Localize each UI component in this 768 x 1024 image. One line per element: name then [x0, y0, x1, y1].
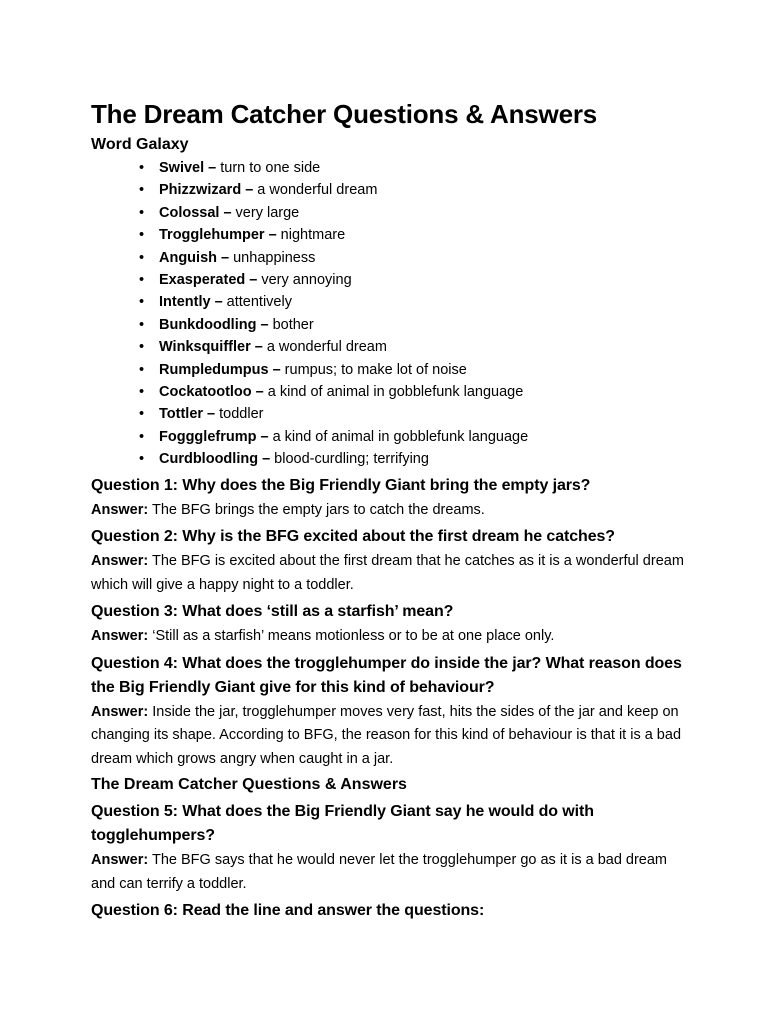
list-item	[139, 269, 691, 291]
list-item	[139, 314, 691, 336]
question-1: Question 1: Why does the Big Friendly Giant bring the empty jars?	[91, 476, 591, 494]
answer-text: The BFG says that he would never let the trogglehumper go as it is a bad dream and can terrify a toddler.	[91, 852, 668, 892]
vocab-term: Colossal –	[159, 204, 232, 221]
bullet-icon: •	[139, 204, 145, 221]
answer-label: Answer:	[91, 703, 149, 720]
list-item	[139, 381, 691, 403]
vocab-term: Curdbloodling –	[159, 451, 271, 468]
answer-text: The BFG is excited about the first dream that he catches as it is a wonderful dream which will give a happy night to a toddler.	[91, 553, 684, 593]
question-5: Question 5: What does the Big Friendly Giant say he would do with togglehumpers?	[91, 803, 594, 845]
vocab-term: Bunkdoodling –	[159, 316, 269, 333]
answer-text: Inside the jar, trogglehumper moves very fast, hits the sides of the jar and keep on changing its shape. According to BFG, the reason for this kind of behaviour is that it is a bad dream which grows angry when caught in a jar.	[91, 703, 682, 767]
vocab-meaning: attentively	[222, 294, 292, 311]
list-item	[139, 224, 691, 246]
bullet-icon: •	[139, 361, 145, 378]
vocab-meaning: very annoying	[257, 272, 352, 289]
list-item	[139, 336, 691, 358]
vocab-meaning: a kind of animal in gobblefunk language	[263, 384, 524, 401]
list-item	[139, 291, 691, 313]
bullet-icon: •	[139, 182, 145, 199]
vocab-term: Swivel –	[159, 160, 217, 176]
bullet-icon: •	[139, 160, 145, 176]
vocab-meaning: rumpus; to make lot of noise	[280, 361, 467, 378]
bullet-icon: •	[139, 384, 145, 401]
list-item	[139, 448, 691, 470]
list-item	[139, 359, 691, 381]
answer-4	[91, 701, 691, 772]
vocab-meaning: nightmare	[276, 227, 346, 244]
bullet-icon: •	[139, 339, 145, 356]
document-page	[91, 96, 691, 923]
vocab-term: Anguish –	[159, 249, 230, 266]
vocab-meaning: blood-curdling; terrifying	[270, 451, 429, 468]
answer-1	[91, 499, 691, 523]
vocab-meaning: unhappiness	[229, 249, 316, 266]
answer-label: Answer:	[91, 852, 149, 869]
answer-5	[91, 849, 691, 896]
answer-text: The BFG brings the empty jars to catch the dreams.	[148, 501, 485, 518]
section-title-repeat: The Dream Catcher Questions & Answers	[91, 776, 407, 794]
answer-label: Answer:	[91, 553, 149, 570]
bullet-icon: •	[139, 451, 145, 468]
list-item	[139, 179, 691, 201]
vocab-meaning: a wonderful dream	[253, 182, 378, 199]
question-6: Question 6: Read the line and answer the questions:	[91, 902, 485, 920]
vocab-term: Exasperated –	[159, 272, 258, 289]
vocab-meaning: a kind of animal in gobblefunk language	[268, 428, 529, 445]
vocab-meaning: bother	[268, 316, 314, 333]
vocab-term: Winksquiffler –	[159, 339, 263, 356]
bullet-icon: •	[139, 294, 145, 311]
vocab-term: Rumpledumpus –	[159, 361, 281, 378]
vocab-term: Cockatootloo –	[159, 384, 264, 401]
question-4: Question 4: What does the trogglehumper do inside the jar? What reason does the Big Friendly Giant give for this kind of behaviour?	[91, 654, 682, 696]
vocab-meaning: a wonderful dream	[262, 339, 387, 356]
list-item	[139, 247, 691, 269]
bullet-icon: •	[139, 249, 145, 266]
question-2: Question 2: Why is the BFG excited about the first dream he catches?	[91, 528, 615, 546]
answer-3	[91, 625, 691, 649]
question-3: Question 3: What does ‘still as a starfish’ mean?	[91, 603, 454, 621]
vocab-term: Phizzwizard –	[159, 182, 254, 199]
bullet-icon: •	[139, 406, 145, 423]
vocab-meaning: turn to one side	[216, 160, 321, 176]
bullet-icon: •	[139, 272, 145, 289]
vocab-meaning: toddler	[215, 406, 264, 423]
vocab-meaning: very large	[231, 204, 300, 221]
vocab-term: Tottler –	[159, 406, 216, 423]
answer-label: Answer:	[91, 501, 149, 518]
list-item	[139, 403, 691, 425]
word-galaxy-heading: Word Galaxy	[91, 136, 189, 153]
bullet-icon: •	[139, 227, 145, 244]
vocab-term: Intently –	[159, 294, 223, 311]
vocab-term: Foggglefrump –	[159, 428, 269, 445]
vocab-term: Trogglehumper –	[159, 227, 277, 244]
list-item	[139, 157, 691, 179]
answer-2	[91, 550, 691, 597]
bullet-icon: •	[139, 428, 145, 445]
answer-text: ‘Still as a starfish’ means motionless or to be at one place only.	[148, 628, 555, 645]
list-item	[139, 426, 691, 448]
list-item	[139, 202, 691, 224]
bullet-icon: •	[139, 316, 145, 333]
answer-label: Answer:	[91, 628, 149, 645]
page-title: The Dream Catcher Questions & Answers	[91, 99, 598, 129]
word-galaxy-list	[91, 157, 691, 471]
